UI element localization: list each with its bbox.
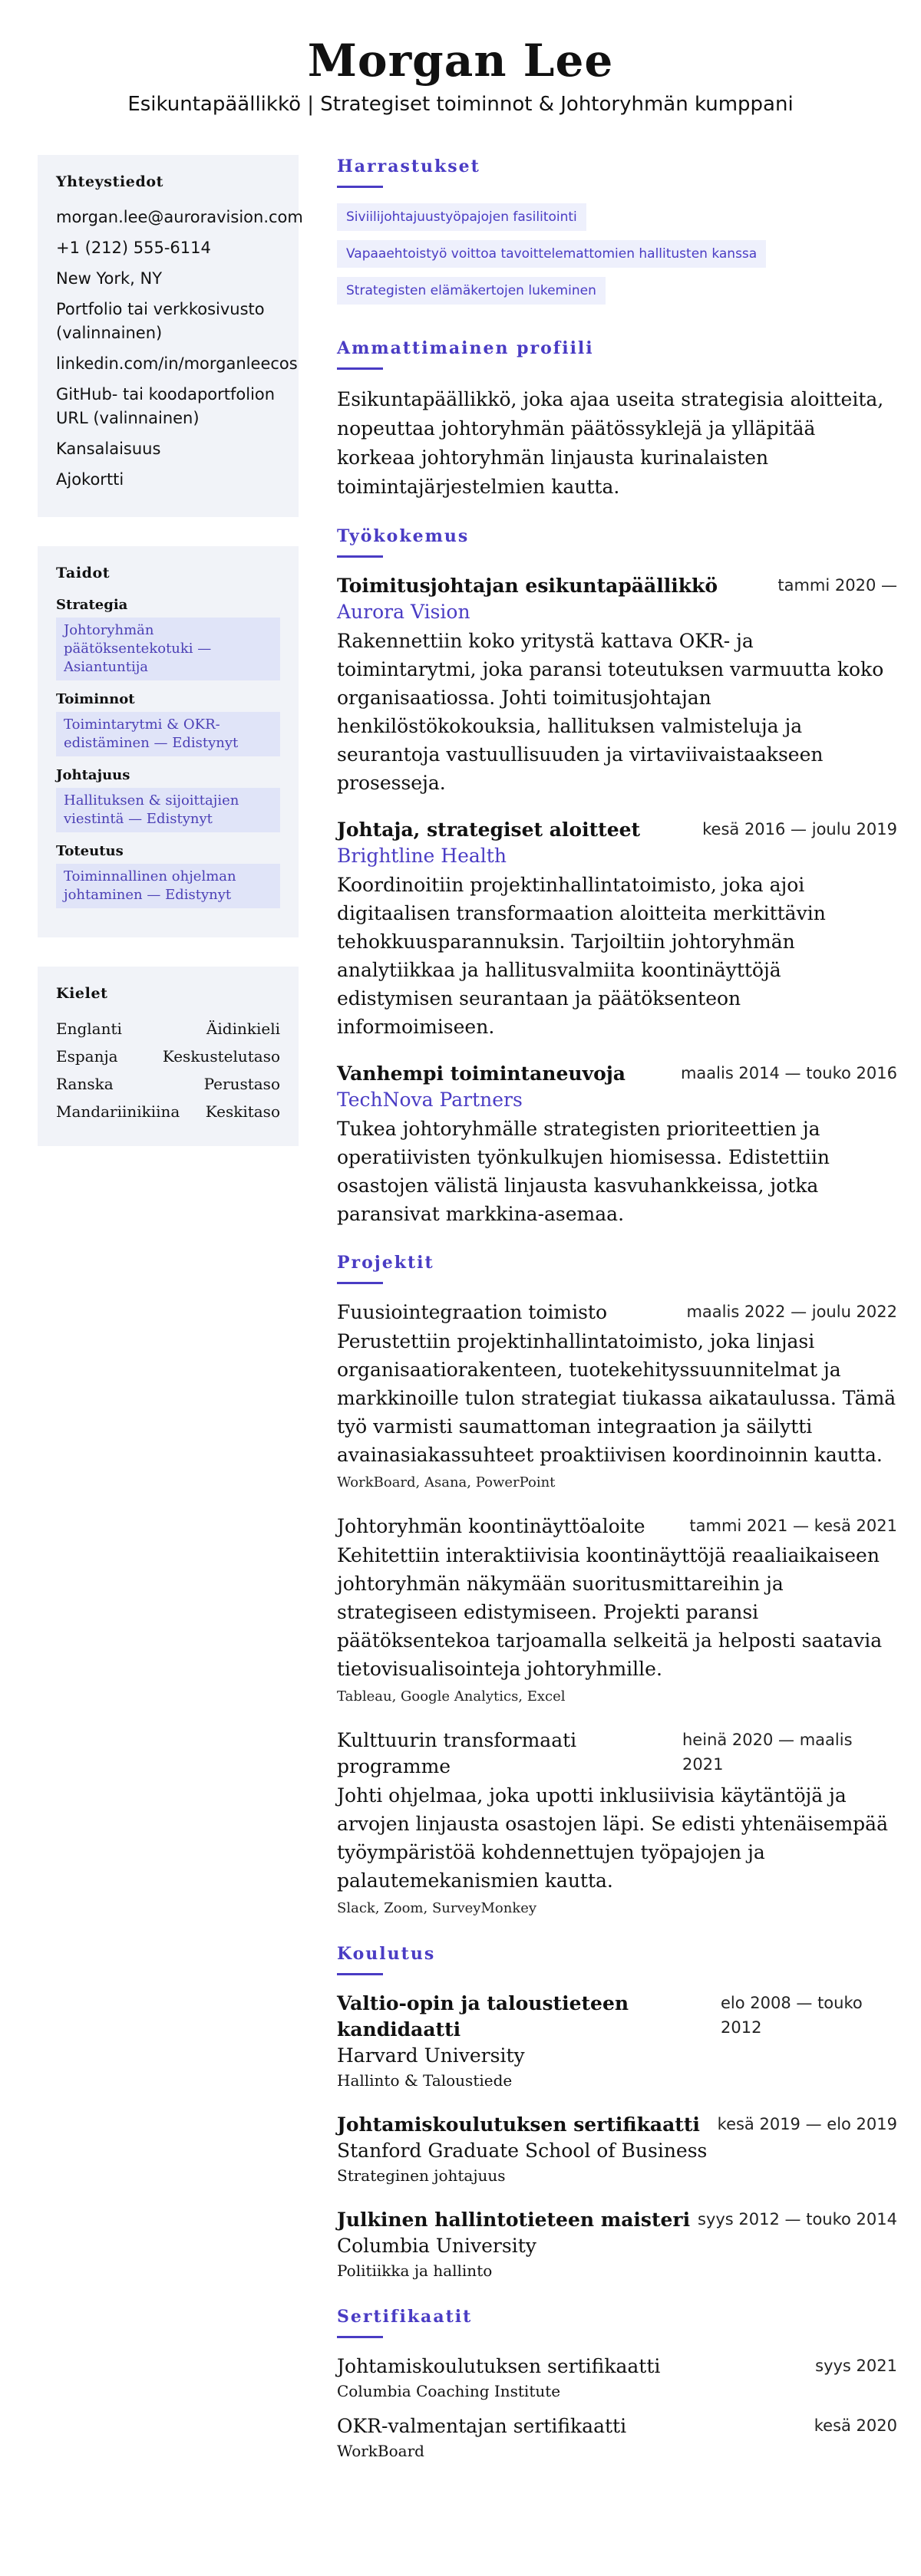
skill-group [56, 691, 280, 756]
job-role: Toimitusjohtajan esikuntapäällikkö [337, 575, 718, 597]
section-divider [337, 555, 383, 558]
section-divider [337, 1282, 383, 1284]
education-section [337, 1942, 897, 2282]
section-divider [337, 1973, 383, 1975]
projects-title: Projektit [337, 1253, 434, 1273]
school-name: Stanford Graduate School of Business [337, 2140, 708, 2162]
education-entry [337, 2112, 897, 2187]
language-row [56, 1045, 280, 1068]
certification-entry [337, 2413, 897, 2462]
language-level: Keskustelutaso [162, 1047, 280, 1066]
job-dates: tammi 2020 — [777, 576, 897, 595]
certification-name: Johtamiskoulutuksen sertifikaatti [337, 2355, 661, 2377]
skill-group [56, 597, 280, 680]
school-name: Harvard University [337, 2044, 525, 2067]
language-level: Äidinkieli [206, 1020, 280, 1038]
certification-date: kesä 2020 [814, 2416, 897, 2435]
degree-dates: elo 2008 — touko 2012 [721, 1994, 863, 2037]
degree-field: Politiikka ja hallinto [337, 2261, 493, 2280]
degree-name: Johtamiskoulutuksen sertifikaatti [337, 2113, 700, 2136]
experience-title: Työkokemus [337, 526, 470, 546]
contact-citizenship: Kansalaisuus [56, 440, 161, 458]
project-dates: heinä 2020 — maalis 2021 [682, 1731, 853, 1774]
skill-category: Johtajuus [56, 767, 130, 783]
certification-date: syys 2021 [815, 2357, 897, 2375]
languages-card [38, 967, 299, 1146]
hobbies-section [337, 155, 897, 314]
degree-field: Strateginen johtajuus [337, 2166, 506, 2185]
job-subtitle: Esikuntapäällikkö | Strategiset toiminnot & Johtoryhmän kumppani [127, 93, 794, 116]
job-description: Rakennettiin koko yritystä kattava OKR- ja toimintarytmi, joka paransi toteutuksen varmuutta koko organisaatiossa. Johti toimitusjohtajan henkilöstökokouksia, hallituksen valmisteluja ja seurantoja vastuullisuuden ja virtaviivaistaakseen prosesseja. [337, 630, 884, 794]
main-column [337, 155, 897, 2485]
job-company: TechNova Partners [337, 1089, 523, 1111]
education-title: Koulutus [337, 1944, 436, 1964]
job-company: Aurora Vision [337, 601, 470, 623]
section-divider [337, 2336, 383, 2338]
project-tools: Slack, Zoom, SurveyMonkey [337, 1900, 537, 1916]
contact-phone: +1 (212) 555-6114 [56, 239, 211, 257]
hobby-chip: Siviilijohtajuustyöpajojen fasilitointi [337, 203, 586, 231]
certifications-section [337, 2305, 897, 2462]
hobbies-title: Harrastukset [337, 156, 480, 176]
skill-chip: Toiminnallinen ohjelman johtaminen — Edistynyt [56, 864, 280, 908]
skill-chip: Hallituksen & sijoittajien viestintä — Edistynyt [56, 788, 280, 832]
project-description: Johti ohjelmaa, joka upotti inklusiivisia käytäntöjä ja arvojen linjausta osastojen läpi. Se edisti yhtenäisempää työympäristöä kohdennettujen työpajojen ja palautemekanismien kautta. [337, 1784, 888, 1892]
language-row [56, 1100, 280, 1123]
section-divider [337, 186, 383, 188]
skill-chip: Toimintarytmi & OKR-edistäminen — Edistynyt [56, 712, 280, 756]
project-name: Fuusiointegraation toimisto [337, 1301, 607, 1323]
certification-issuer: WorkBoard [337, 2442, 424, 2460]
certifications-title: Sertifikaatit [337, 2307, 473, 2327]
certification-entry [337, 2354, 897, 2403]
project-tools: WorkBoard, Asana, PowerPoint [337, 1474, 556, 1491]
skill-group [56, 843, 280, 908]
skill-chip: Johtoryhmän päätöksentekotuki — Asiantuntija [56, 618, 280, 680]
contact-portfolio: Portfolio tai verkkosivusto (valinnainen) [56, 300, 265, 342]
contact-title: Yhteystiedot [56, 173, 163, 190]
language-level: Perustaso [203, 1075, 280, 1093]
profile-title: Ammattimainen profiili [337, 338, 594, 358]
language-level: Keskitaso [205, 1102, 280, 1121]
job-dates: kesä 2016 — joulu 2019 [702, 820, 897, 838]
skill-category: Toteutus [56, 843, 124, 859]
degree-name: Valtio-opin ja taloustieteen kandidaatti [337, 1992, 629, 2041]
sidebar [38, 155, 303, 1175]
certification-name: OKR-valmentajan sertifikaatti [337, 2415, 627, 2437]
project-dates: maalis 2022 — joulu 2022 [686, 1303, 897, 1321]
contact-location: New York, NY [56, 269, 163, 288]
education-entry [337, 1991, 897, 2092]
project-entry [337, 1514, 897, 1708]
profile-section [337, 337, 897, 502]
project-dates: tammi 2021 — kesä 2021 [689, 1517, 897, 1535]
contact-linkedin[interactable]: linkedin.com/in/morganleecos [56, 354, 298, 373]
contact-github: GitHub- tai koodaportfolion URL (valinnainen) [56, 385, 276, 427]
language-name: Mandariinikiina [56, 1102, 180, 1121]
job-role: Vanhempi toimintaneuvoja [337, 1062, 626, 1085]
skill-group [56, 767, 280, 832]
job-description: Koordinoitiin projektinhallintatoimisto, joka ajoi digitaalisen transformaation aloitteita merkittävin tehokkuusparannuksin. Tarjoiltiin johtoryhmän analytiikkaa ja hallitusvalmiita koontinäyttöjä edistymisen seurantaan ja päätöksenteon informoimiseen. [337, 874, 826, 1038]
experience-entry [337, 817, 897, 1041]
language-name: Englanti [56, 1020, 122, 1038]
project-description: Kehitettiin interaktiivisia koontinäyttöjä reaaliaikaiseen johtoryhmän näkymään suoritusmittareihin ja strategiseen edistymiseen. Projekti paransi päätöksentekoa tarjoamalla selkeitä ja helposti saatavia tietovisualisointeja johtoryhmille. [337, 1544, 883, 1680]
experience-section [337, 525, 897, 1228]
job-company: Brightline Health [337, 845, 507, 867]
language-row [56, 1072, 280, 1095]
degree-name: Julkinen hallintotieteen maisteri [337, 2209, 691, 2231]
profile-text: Esikuntapäällikkö, joka ajaa useita strategisia aloitteita, nopeuttaa johtoryhmän päätössyklejä ja ylläpitää korkeaa johtoryhmän linjausta kurinalaisten toimintajärjestelmien kautta. [337, 388, 884, 498]
hobby-chip: Strategisten elämäkertojen lukeminen [337, 277, 606, 305]
section-divider [337, 367, 383, 370]
resume-header [0, 0, 921, 118]
project-name: Johtoryhmän koontinäyttöaloite [337, 1515, 645, 1537]
degree-dates: kesä 2019 — elo 2019 [717, 2115, 897, 2133]
project-name: Kulttuurin transformaati programme [337, 1729, 577, 1777]
language-row [56, 1017, 280, 1040]
project-entry [337, 1728, 897, 1919]
project-tools: Tableau, Google Analytics, Excel [337, 1688, 566, 1705]
project-entry [337, 1300, 897, 1494]
degree-dates: syys 2012 — touko 2014 [698, 2210, 897, 2228]
experience-entry [337, 573, 897, 797]
languages-title: Kielet [56, 985, 108, 1002]
contact-license: Ajokortti [56, 470, 124, 489]
job-description: Tukea johtoryhmälle strategisten prioriteettien ja operatiivisten työnkulkujen hiomisessa. Edistettiin osastojen välistä linjausta kasvuhankkeissa, jotka paransivat markkina-asemaa. [337, 1118, 830, 1225]
education-entry [337, 2207, 897, 2282]
hobby-chip: Vapaaehtoistyö voittoa tavoittelemattomien hallitusten kanssa [337, 240, 766, 268]
skill-category: Strategia [56, 597, 128, 613]
project-description: Perustettiin projektinhallintatoimisto, joka linjasi organisaatiorakenteen, tuotekehityssuunnitelmat ja markkinoille tulon strategiat tiukassa aikataulussa. Tämä työ varmisti saumattoman integraation ja säilytti avainasiakassuhteet proaktiivisen koordinoinnin kautta. [337, 1330, 896, 1466]
skills-card [38, 546, 299, 937]
person-name: Morgan Lee [307, 35, 614, 87]
projects-section [337, 1251, 897, 1919]
certification-issuer: Columbia Coaching Institute [337, 2382, 561, 2400]
language-name: Ranska [56, 1075, 114, 1093]
experience-entry [337, 1061, 897, 1228]
skills-title: Taidot [56, 565, 111, 581]
skill-category: Toiminnot [56, 691, 135, 707]
school-name: Columbia University [337, 2235, 536, 2257]
contact-card [38, 155, 303, 517]
job-role: Johtaja, strategiset aloitteet [337, 819, 641, 841]
contact-email[interactable]: morgan.lee@auroravision.com [56, 208, 303, 226]
language-name: Espanja [56, 1047, 118, 1066]
job-dates: maalis 2014 — touko 2016 [680, 1064, 897, 1082]
degree-field: Hallinto & Taloustiede [337, 2071, 513, 2090]
